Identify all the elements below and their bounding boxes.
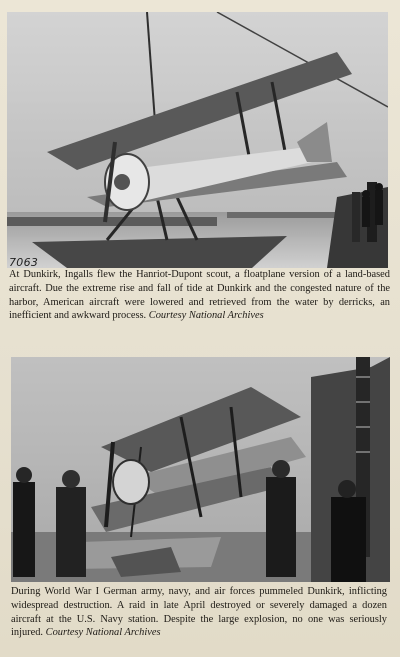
caption-1-text: At Dunkirk, Ingalls flew the Hanriot-Dupont scout, a floatplane version of a land-based aircraft. Due the extreme rise and fall of tide at Dunkirk and the congested nature of the harbor, American aircraft were lowered and retrieved from the water by derricks, an inefficient and awkward process. (9, 269, 390, 322)
wreckage-photo (11, 357, 390, 582)
floatplane-image (7, 12, 388, 268)
caption-1 (9, 268, 390, 323)
caption-2 (11, 585, 387, 640)
wreckage-image (11, 357, 390, 582)
caption-1-credit: Courtesy National Archives (148, 310, 264, 322)
plate-number: 7063 (9, 256, 39, 269)
floatplane-photo (7, 12, 388, 268)
caption-2-credit: Courtesy National Archives (45, 627, 161, 639)
caption-2-text: During World War I German army, navy, and air forces pummeled Dunkirk, inflicting widespread destruction. A raid in late April destroyed or severely damaged a dozen aircraft at the U.S. Navy station. Despite the large explosion, no one was seriously injured. (11, 586, 387, 639)
